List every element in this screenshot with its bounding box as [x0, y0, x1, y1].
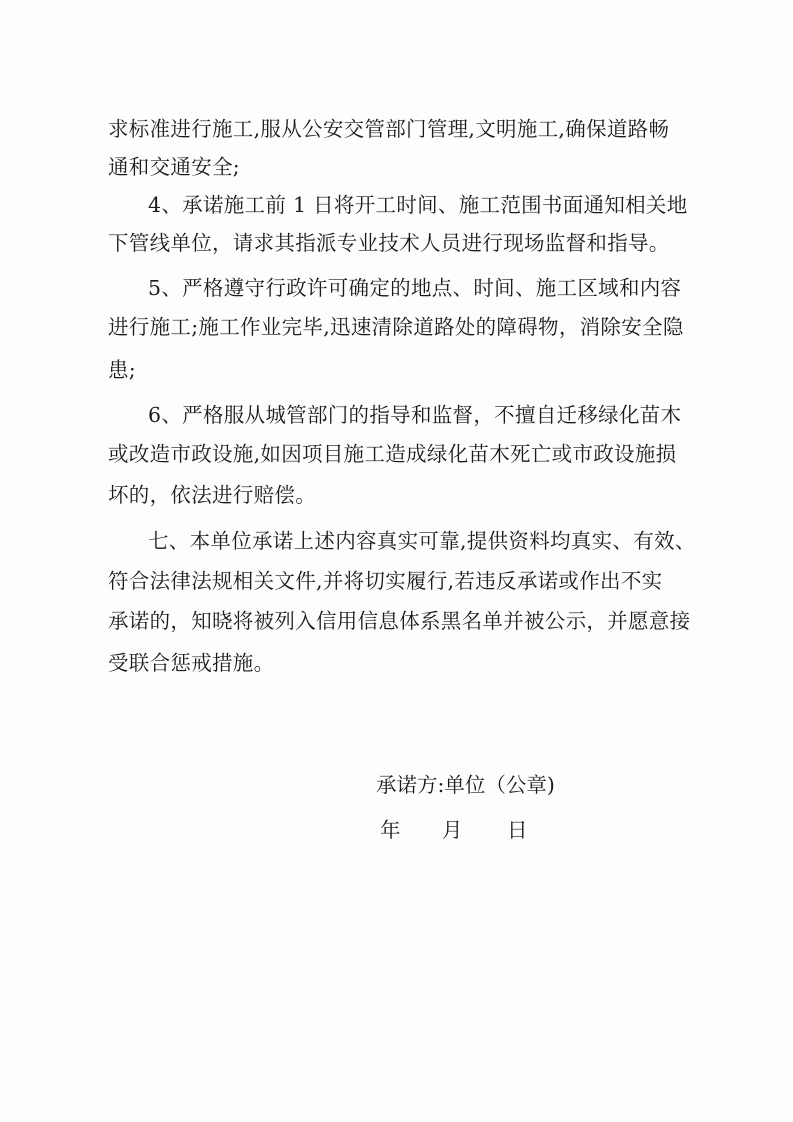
- body-line: 4、承诺施工前 1 日将开工时间、施工范围书面通知相关地: [148, 193, 688, 217]
- body-line: 进行施工;施工作业完毕,迅速清除道路处的障碍物，消除安全隐: [108, 315, 684, 339]
- body-line: 符合法律法规相关文件,并将切实履行,若违反承诺或作出不实: [108, 569, 663, 593]
- body-line: 患;: [108, 358, 137, 382]
- body-line: 求标准进行施工,服从公安交管部门管理,文明施工,确保道路畅: [108, 117, 670, 141]
- date-year: 年: [380, 818, 401, 842]
- body-line: 通和交通安全;: [108, 155, 241, 179]
- body-line: 或改造市政设施,如因项目施工造成绿化苗木死亡或市政设施损: [108, 442, 677, 466]
- body-line: 受联合惩戒措施。: [108, 651, 275, 675]
- body-line: 坏的，依法进行赔偿。: [108, 483, 316, 507]
- body-line: 承诺的，知晓将被列入信用信息体系黑名单并被公示，并愿意接: [108, 609, 691, 633]
- date-month: 月: [442, 818, 463, 842]
- body-line: 5、严格遵守行政许可确定的地点、时间、施工区域和内容: [148, 276, 682, 300]
- body-line: 6、严格服从城管部门的指导和监督，不擅自迁移绿化苗木: [148, 403, 682, 427]
- body-line: 下管线单位，请求其指派专业技术人员进行现场监督和指导。: [108, 231, 670, 255]
- signature-label: 承诺方:单位（公章): [376, 773, 555, 797]
- body-line: 七、本单位承诺上述内容真实可靠,提供资料均真实、有效、: [148, 529, 696, 553]
- date-day: 日: [507, 818, 528, 842]
